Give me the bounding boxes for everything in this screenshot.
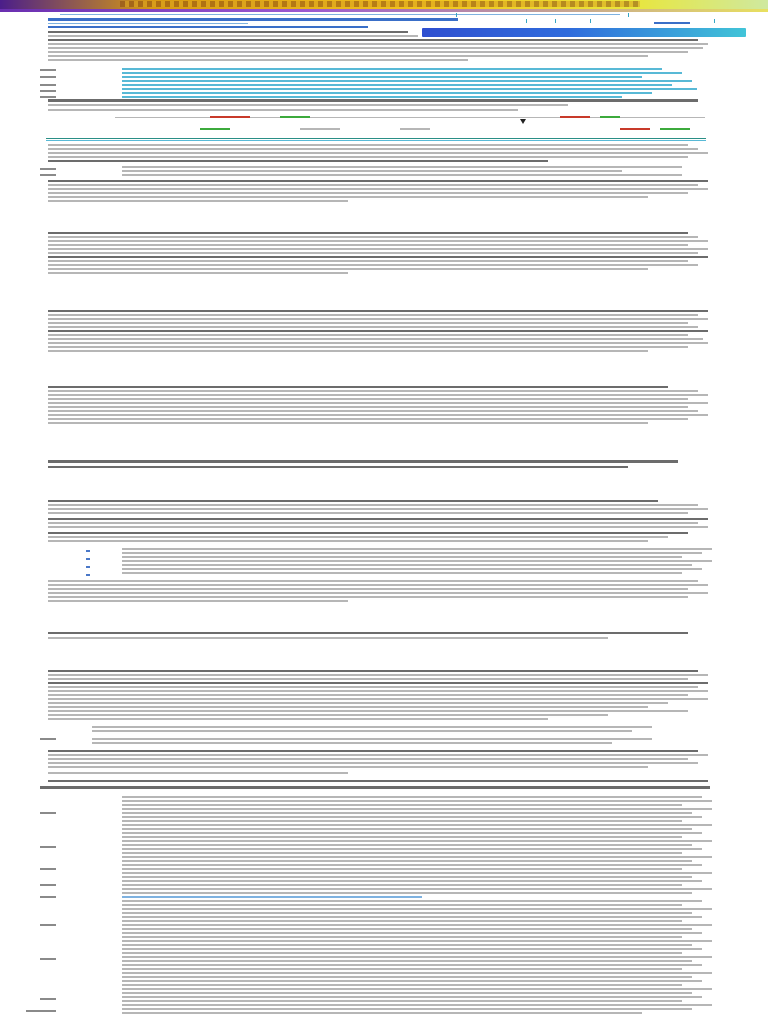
subtitle-link[interactable]: [48, 23, 248, 24]
cross-reference-marker-icon[interactable]: [86, 550, 90, 552]
breadcrumb-link-row[interactable]: [60, 14, 620, 15]
cross-reference-marker-icon[interactable]: [86, 566, 90, 568]
nav-tick[interactable]: [456, 13, 457, 17]
divider: [46, 140, 706, 141]
page-title-line: [48, 18, 458, 21]
banner-logo-graphic: [120, 1, 640, 7]
text-line: [48, 109, 518, 111]
nav-tick[interactable]: [590, 19, 591, 23]
nav-tick[interactable]: [628, 13, 629, 17]
nav-tick[interactable]: [555, 19, 556, 23]
cross-reference-marker-icon[interactable]: [86, 574, 90, 576]
nav-link[interactable]: [654, 22, 690, 24]
site-banner: [0, 0, 768, 9]
subtitle-line: [48, 26, 368, 28]
banner-underline: [0, 9, 768, 12]
nav-tick[interactable]: [714, 19, 715, 23]
divider: [46, 138, 706, 139]
down-arrow-icon: [520, 119, 526, 124]
nav-tick[interactable]: [526, 19, 527, 23]
section-heading: [48, 99, 698, 102]
text-line: [48, 104, 568, 106]
cross-reference-marker-icon[interactable]: [86, 558, 90, 560]
highlight-band: [422, 28, 746, 37]
